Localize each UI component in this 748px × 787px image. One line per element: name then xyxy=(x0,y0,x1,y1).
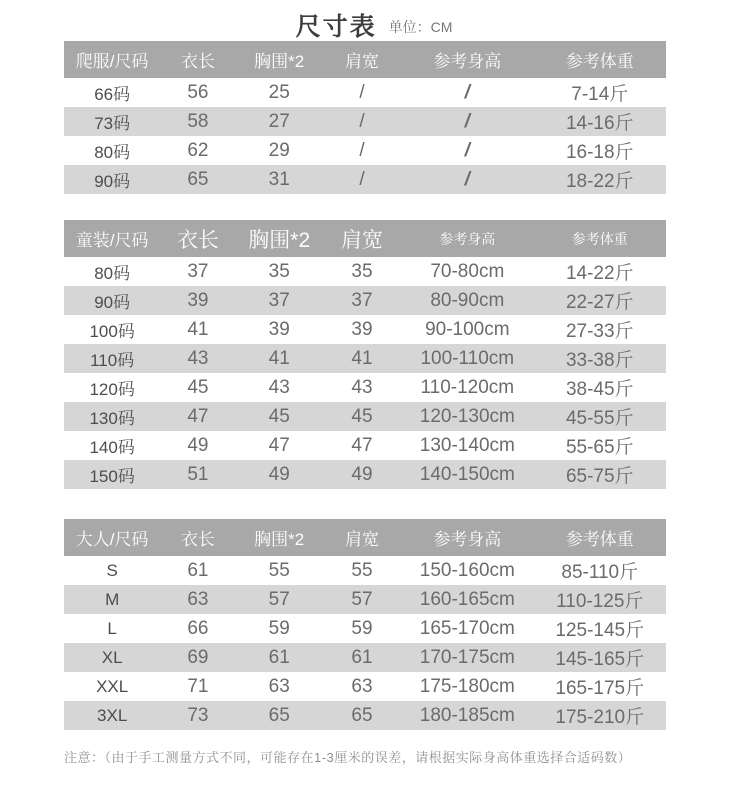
value-cell: 41 xyxy=(268,347,290,369)
value-cell: 65 xyxy=(268,704,290,726)
header-row xyxy=(64,519,666,556)
value-cell: 16-18斤 xyxy=(565,142,634,163)
value-cell: 7-14斤 xyxy=(571,84,629,105)
value-cell: 47 xyxy=(268,434,290,456)
size-table-adult-sizes xyxy=(64,519,666,730)
value-cell: 49 xyxy=(351,463,373,485)
value-cell: 31 xyxy=(268,168,290,190)
value-cell: 59 xyxy=(351,617,373,639)
page-title-row xyxy=(0,0,748,41)
value-cell: 165-175斤 xyxy=(555,678,645,699)
table-row xyxy=(64,373,666,402)
column-header: 肩宽 xyxy=(323,519,401,556)
value-cell: 41 xyxy=(187,318,209,340)
value-cell: / xyxy=(359,139,365,161)
header-row xyxy=(64,220,666,257)
value-cell: 27-33斤 xyxy=(565,321,634,342)
column-header: 参考身高 xyxy=(401,41,533,78)
table-row xyxy=(64,78,666,107)
value-cell: 71 xyxy=(187,675,209,697)
size-label-cell: 73码 xyxy=(94,114,131,133)
value-cell: 39 xyxy=(187,289,209,311)
value-cell: 49 xyxy=(268,463,290,485)
size-label-cell: M xyxy=(105,589,120,609)
value-cell: 56 xyxy=(187,81,209,103)
table-row xyxy=(64,165,666,194)
value-cell: / xyxy=(359,168,365,190)
value-cell: 41 xyxy=(351,347,373,369)
value-cell: 22-27斤 xyxy=(565,292,634,313)
value-cell: 43 xyxy=(187,347,209,369)
value-cell: 100-110cm xyxy=(420,347,515,369)
value-cell: 63 xyxy=(268,675,290,697)
value-cell: 110-125斤 xyxy=(556,591,644,612)
value-cell: 43 xyxy=(351,376,373,398)
size-label-cell: L xyxy=(107,618,117,638)
column-header: 参考体重 xyxy=(534,519,666,556)
column-header: 衣长 xyxy=(160,220,235,257)
value-cell: 62 xyxy=(187,139,209,161)
column-header: 参考体重 xyxy=(534,41,666,78)
size-table-romper-sizes xyxy=(64,41,666,194)
size-category-header: 童装/尺码 xyxy=(64,220,160,257)
size-label-cell: 90码 xyxy=(94,293,131,312)
tables-container xyxy=(0,41,748,730)
size-label-cell: 66码 xyxy=(94,85,131,104)
value-cell: 39 xyxy=(351,318,373,340)
value-cell: 51 xyxy=(187,463,209,485)
value-cell: / xyxy=(359,110,365,132)
size-label-cell: S xyxy=(106,560,118,580)
value-cell: 73 xyxy=(187,704,209,726)
value-cell: 47 xyxy=(187,405,209,427)
value-cell: 45 xyxy=(187,376,209,398)
column-header: 衣长 xyxy=(160,519,235,556)
size-label-cell: 100码 xyxy=(89,322,135,341)
size-table-kids-sizes xyxy=(64,220,666,489)
value-cell: 18-22斤 xyxy=(565,171,634,192)
table-row xyxy=(64,701,666,730)
value-cell: 49 xyxy=(187,434,209,456)
table-row xyxy=(64,556,666,585)
value-cell: 29 xyxy=(268,139,290,161)
unit-label: 单位：CM xyxy=(388,19,453,35)
column-header: 参考身高 xyxy=(401,519,533,556)
value-cell: 160-165cm xyxy=(419,588,515,610)
value-cell: 165-170cm xyxy=(419,617,515,639)
table-row xyxy=(64,315,666,344)
table-row xyxy=(64,257,666,286)
value-cell: 45-55斤 xyxy=(565,408,634,429)
value-cell: 39 xyxy=(268,318,290,340)
value-cell: 90-100cm xyxy=(425,318,510,340)
value-cell: 61 xyxy=(187,559,209,581)
value-cell: 47 xyxy=(351,434,373,456)
value-cell: / xyxy=(464,110,470,132)
value-cell: 65 xyxy=(187,168,209,190)
size-label-cell: 3XL xyxy=(97,705,128,725)
column-header: 肩宽 xyxy=(323,41,401,78)
value-cell: 175-210斤 xyxy=(555,707,645,728)
size-label-cell: 110码 xyxy=(90,351,135,370)
value-cell: 35 xyxy=(268,260,290,282)
value-cell: 57 xyxy=(268,588,290,610)
size-category-header: 大人/尺码 xyxy=(64,519,160,556)
table-row xyxy=(64,614,666,643)
column-header: 衣长 xyxy=(160,41,235,78)
size-label-cell: XL xyxy=(101,647,123,667)
table-row xyxy=(64,585,666,614)
size-label-cell: 80码 xyxy=(94,143,131,162)
value-cell: 63 xyxy=(187,588,209,610)
value-cell: 43 xyxy=(268,376,290,398)
value-cell: 55 xyxy=(268,559,290,581)
value-cell: 180-185cm xyxy=(419,704,515,726)
size-label-cell: 120码 xyxy=(89,380,135,399)
table-row xyxy=(64,431,666,460)
size-label-cell: 140码 xyxy=(89,438,135,457)
column-header: 肩宽 xyxy=(323,220,401,257)
value-cell: 45 xyxy=(351,405,373,427)
column-header: 参考体重 xyxy=(534,220,666,257)
table-row xyxy=(64,402,666,431)
value-cell: 65 xyxy=(351,704,373,726)
value-cell: 45 xyxy=(268,405,290,427)
value-cell: 14-16斤 xyxy=(565,113,634,134)
value-cell: 61 xyxy=(351,646,373,668)
table-row xyxy=(64,643,666,672)
value-cell: 59 xyxy=(268,617,290,639)
table-row xyxy=(64,344,666,373)
value-cell: 25 xyxy=(268,81,290,103)
value-cell: 170-175cm xyxy=(419,646,515,668)
value-cell: 14-22斤 xyxy=(565,263,634,284)
table-row xyxy=(64,107,666,136)
value-cell: 110-120cm xyxy=(420,376,515,398)
value-cell: 120-130cm xyxy=(419,405,515,427)
value-cell: 37 xyxy=(351,289,373,311)
value-cell: / xyxy=(359,81,365,103)
table-row xyxy=(64,136,666,165)
measurement-note: 注意：（由于手工测量方式不同，可能存在1-3厘米的误差，请根据实际身高体重选择合适码数） xyxy=(64,750,632,765)
size-label-cell: 80码 xyxy=(94,264,131,283)
value-cell: 65-75斤 xyxy=(565,466,634,487)
size-label-cell: XXL xyxy=(96,676,129,696)
size-category-header: 爬服/尺码 xyxy=(64,41,160,78)
value-cell: 37 xyxy=(268,289,290,311)
value-cell: 69 xyxy=(187,646,209,668)
value-cell: 145-165斤 xyxy=(555,649,645,670)
table-row xyxy=(64,672,666,701)
size-label-cell: 150码 xyxy=(89,467,135,486)
value-cell: 61 xyxy=(268,646,290,668)
column-header: 胸围*2 xyxy=(236,220,323,257)
value-cell: 125-145斤 xyxy=(555,620,645,641)
size-label-cell: 90码 xyxy=(94,172,131,191)
value-cell: / xyxy=(464,168,470,190)
value-cell: 35 xyxy=(351,260,373,282)
value-cell: 33-38斤 xyxy=(565,350,634,371)
value-cell: 37 xyxy=(187,260,209,282)
value-cell: 55-65斤 xyxy=(565,437,634,458)
value-cell: / xyxy=(464,81,470,103)
value-cell: 140-150cm xyxy=(419,463,515,485)
column-header: 参考身高 xyxy=(401,220,533,257)
size-label-cell: 130码 xyxy=(89,409,135,428)
value-cell: 38-45斤 xyxy=(565,379,634,400)
value-cell: 175-180cm xyxy=(419,675,515,697)
value-cell: 58 xyxy=(187,110,209,132)
value-cell: 27 xyxy=(268,110,290,132)
value-cell: 55 xyxy=(351,559,373,581)
page-title: 尺寸表 xyxy=(295,13,377,41)
value-cell: / xyxy=(464,139,470,161)
value-cell: 85-110斤 xyxy=(561,562,639,583)
value-cell: 63 xyxy=(351,675,373,697)
value-cell: 57 xyxy=(351,588,373,610)
value-cell: 80-90cm xyxy=(430,289,505,311)
table-row xyxy=(64,460,666,489)
table-row xyxy=(64,286,666,315)
value-cell: 70-80cm xyxy=(430,260,505,282)
column-header: 胸围*2 xyxy=(236,41,323,78)
column-header: 胸围*2 xyxy=(236,519,323,556)
header-row xyxy=(64,41,666,78)
value-cell: 66 xyxy=(187,617,209,639)
value-cell: 150-160cm xyxy=(419,559,515,581)
value-cell: 130-140cm xyxy=(419,434,515,456)
